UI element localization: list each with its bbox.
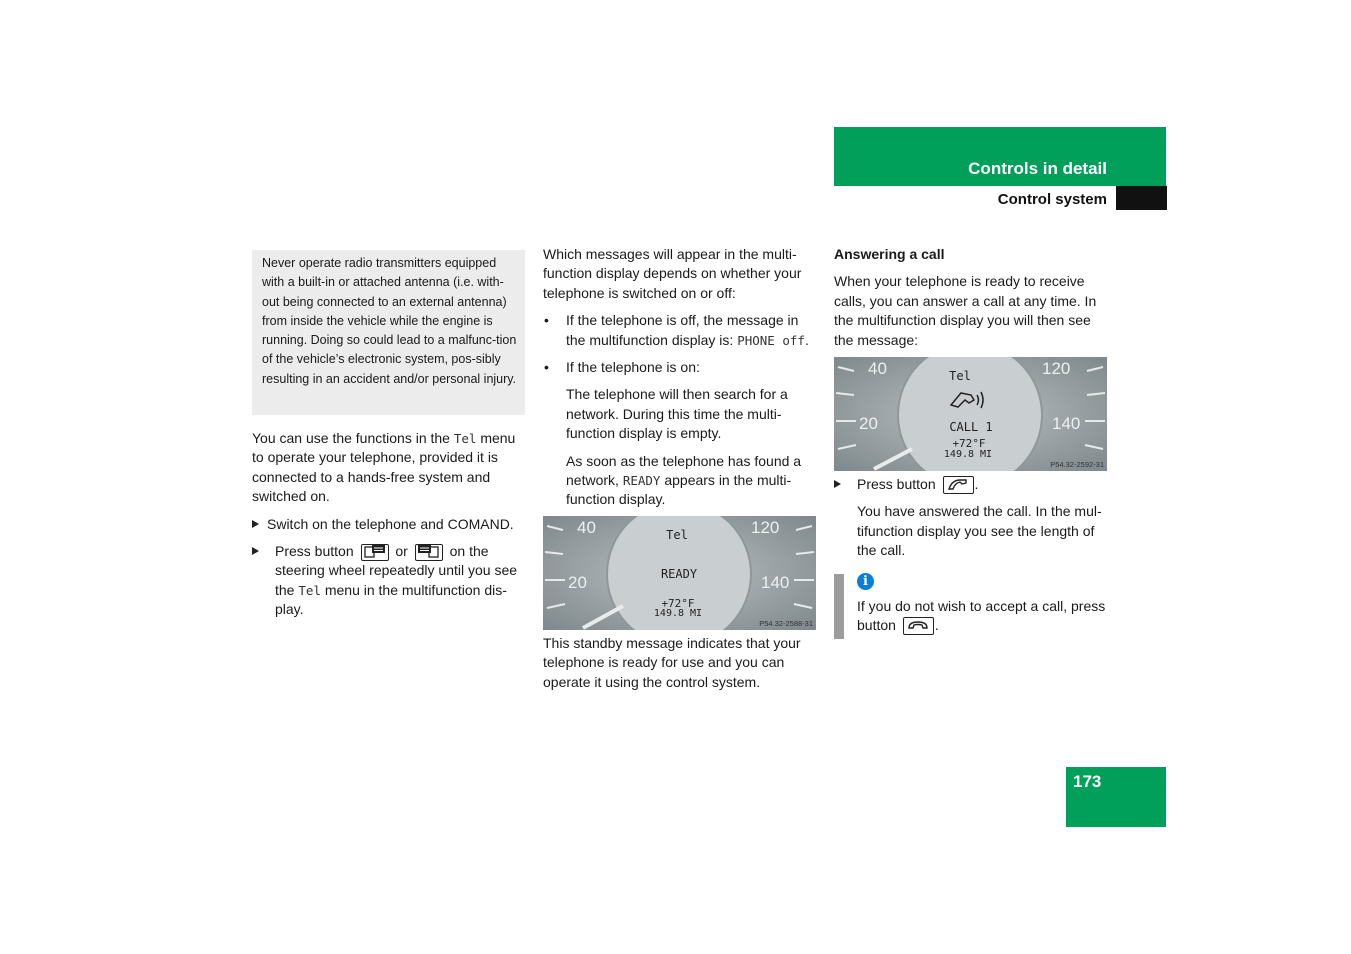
image-code: P54.32-2588-31 [759,619,813,628]
gauge-label-20: 20 [859,414,878,433]
step2-text-b: on the steering wheel repeatedly until you see the [275,543,518,598]
display-odometer: 149.8 MI [943,449,993,460]
phone-hangup-icon [903,617,934,635]
answering-intro: When your telephone is ready to receive calls, you can answer a call at any time. In the multifunction display you will then see the message: [834,273,1097,348]
ready-message: READY [622,473,661,489]
step2-text-a: Press button [275,543,354,560]
gauge-label-40: 40 [868,359,887,378]
display-caption: This standby message indicates that your telephone is ready for use and you can operate it using the control system. [543,635,801,690]
phone-off-message: PHONE off [737,332,805,348]
ready-paragraph [543,452,817,510]
display-line-tel: Tel [666,528,688,542]
bullet-phone-off: • If the telephone is off, the message in the multifunction display is: PHONE off. [544,312,809,348]
step-press-text: Press button [857,476,936,492]
display-odometer: 149.8 MI [653,608,703,619]
bullet-dot: • [544,312,549,329]
display-line-call: CALL 1 [949,420,993,434]
intro-suffix: menu to operate your telephone, provided it is connected to a hands-free system and switched on. [252,430,516,505]
page-number: 173 [1073,772,1102,791]
display-line-ready: READY [660,567,698,581]
step-arrow-icon [252,547,259,555]
display-temp: +72°F [952,437,986,450]
step-arrow-icon [252,520,259,528]
intro-paragraph [252,429,528,507]
step-arrow-icon [834,480,841,488]
gauge-label-120: 120 [1042,359,1071,378]
info-text: If you do not wish to accept a call, press button . [857,598,1106,634]
bullet1-text: If the telephone is off, the message in the multifunction display is: [566,312,799,348]
display-line-tel: Tel [949,369,971,383]
warning-box [252,250,525,415]
step-switch-on [252,515,528,534]
info-sidebar [834,574,844,639]
display-call-image [834,357,1107,471]
info-icon: i [857,573,874,590]
info-text-a: If you do not wish to accept a call, press button [857,598,1106,634]
gauge-label-140: 140 [1052,414,1081,433]
step1-text: Switch on the telephone and COMAND. [267,515,514,532]
intro-prefix: You can use the functions in the [252,430,454,446]
step2-or: or [395,543,408,560]
search-paragraph: The telephone will then search for a network. During this time the multi-function display is empty. [566,386,788,442]
step-answer-call: Press button . You have answered the call. In the mul-tifunction display you see the length of the call. [834,475,1110,561]
messages-intro: Which messages will appear in the multi-function display depends on whether your telephone is switched on or off: [543,246,802,301]
ready-suffix: appears in the multi-function display. [566,472,792,508]
image-code: P54.32-2592-31 [1050,460,1104,469]
subsection-marker [1116,186,1167,210]
middle-body [543,245,817,510]
left-body [252,429,528,620]
right-body [834,245,1110,350]
gauge-label-120: 120 [751,518,780,537]
step-answer-result: You have answered the call. In the mul-tifunction display you see the length of the call. [857,503,1102,559]
bullet-phone-on [543,358,817,377]
gauge-label-140: 140 [761,573,790,592]
bullet2-text: If the telephone is on: [566,359,700,376]
answering-heading: Answering a call [834,246,945,262]
bullet-dot: • [544,359,549,376]
step2-text-c: menu in the multifunction dis-play. [275,581,507,618]
display-prev-button-icon [415,544,443,561]
ready-prefix: As soon as the telephone has found a network, [566,452,802,489]
display-temp: +72°F [661,597,695,610]
step-press-button [252,542,528,620]
warning-text: Never operate radio transmitters equipped with a built-in or attached antenna (i.e. with-out being connected to an external antenna) from inside the vehicle while the engine is running. Doing so could lead to a malfunc-tion of the vehicle’s electronic system, pos-sibly resulting in an accident and/or personal injury. [262,256,517,386]
tel-menu-label: Tel [298,582,321,598]
gauge-label-20: 20 [568,573,587,592]
tel-menu-label: Tel [453,431,477,446]
display-next-button-icon [361,544,389,561]
section-title: Controls in detail [968,159,1107,178]
display-ready-image [543,516,816,630]
gauge-label-40: 40 [577,518,596,537]
phone-answer-icon [943,476,974,494]
subsection-title: Control system [997,191,1107,208]
